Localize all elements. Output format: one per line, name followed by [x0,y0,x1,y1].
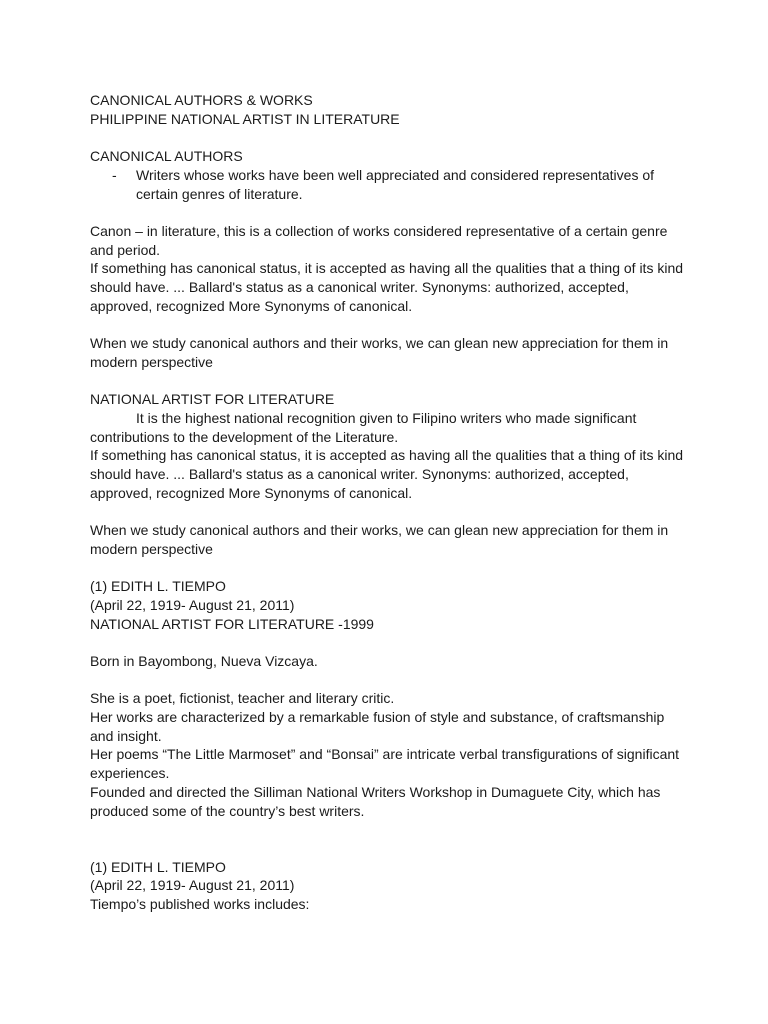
paragraph-line: produced some of the country’s best writers. [90,802,365,819]
paragraph-line: should have. ... Ballard's status as a canonical writer. Synonyms: authorized, accepted, [90,466,629,482]
spacer [90,128,690,147]
paragraph-line: If something has canonical status, it is accepted as having all the qualities that a thing of its kind [90,260,684,277]
spacer [90,839,690,858]
doc-subtitle: PHILIPPINE NATIONAL ARTIST IN LITERATURE [90,110,400,127]
bullet-text [136,166,690,203]
bullet-item [90,166,690,203]
paragraph-line: experiences. [90,765,170,782]
bullet-marker: - [112,166,117,183]
paragraph-line: Born in Bayombong, Nueva Vizcaya. [90,652,318,669]
bullet-text-line: certain genres of literature. [136,185,303,202]
spacer [90,315,690,334]
author-award: NATIONAL ARTIST FOR LITERATURE -1999 [90,615,374,632]
paragraph-line: contributions to the development of the Literature. [90,428,399,445]
spacer [90,671,690,690]
paragraph-line: It is the highest national recognition given to Filipino writers who made significant [136,409,637,426]
section-heading-canonical-authors: CANONICAL AUTHORS [90,148,243,165]
author-name: (1) EDITH L. TIEMPO [90,858,226,875]
spacer [90,559,690,578]
paragraph-line: modern perspective [90,353,213,370]
spacer [90,372,690,391]
paragraph-line: Canon – in literature, this is a collection of works considered representative of a certain genre [90,222,668,239]
paragraph-line: approved, recognized More Synonyms of canonical. [90,484,413,501]
spacer [90,502,690,521]
author-dates: (April 22, 1919- August 21, 2011) [90,596,295,613]
author-name: (1) EDITH L. TIEMPO [90,578,226,595]
paragraph-line: Founded and directed the Silliman National Writers Workshop in Dumaguete City, which has [90,783,661,800]
spacer [90,820,690,839]
works-intro: Tiempo’s published works includes: [90,896,310,913]
document-page [90,91,690,914]
doc-title: CANONICAL AUTHORS & WORKS [90,92,313,108]
author-dates: (April 22, 1919- August 21, 2011) [90,877,295,894]
paragraph-line: approved, recognized More Synonyms of canonical. [90,297,413,314]
paragraph-line: modern perspective [90,540,213,557]
bullet-text-line: Writers whose works have been well appreciated and considered representatives of [136,166,655,183]
paragraph-line: and insight. [90,727,162,744]
paragraph-line: When we study canonical authors and their works, we can glean new appreciation for them in [90,335,669,352]
paragraph-line: should have. ... Ballard's status as a canonical writer. Synonyms: authorized, accepted, [90,279,629,295]
spacer [90,633,690,652]
paragraph-line: Her poems “The Little Marmoset” and “Bonsai” are intricate verbal transfigurations of significant [90,746,680,763]
paragraph-line: and period. [90,241,161,258]
section-heading-national-artist: NATIONAL ARTIST FOR LITERATURE [90,391,335,408]
paragraph-line: When we study canonical authors and their works, we can glean new appreciation for them in [90,522,669,539]
spacer [90,203,690,222]
paragraph-line: Her works are characterized by a remarkable fusion of style and substance, of craftsmanship [90,709,665,726]
paragraph-line: She is a poet, fictionist, teacher and literary critic. [90,690,395,707]
paragraph-line: If something has canonical status, it is accepted as having all the qualities that a thing of its kind [90,447,684,464]
